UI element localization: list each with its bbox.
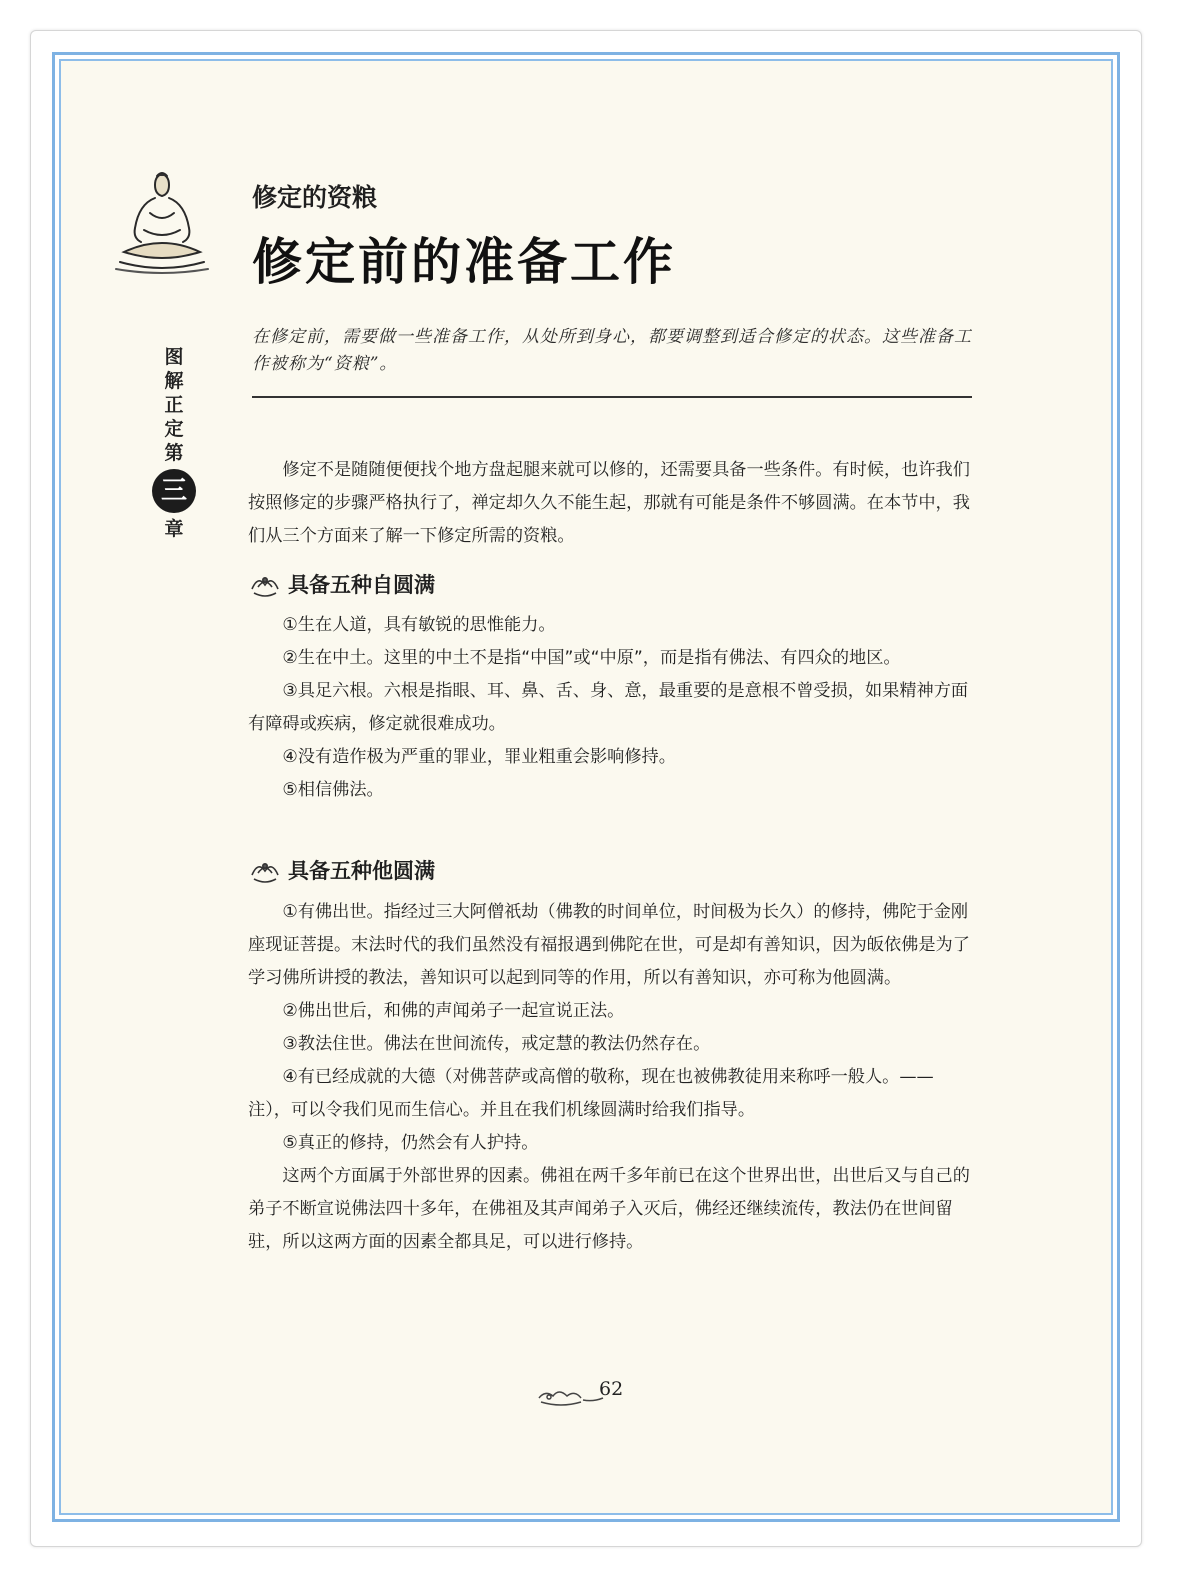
list-item: ⑤相信佛法。	[282, 780, 384, 800]
subheading-text: 具备五种自圆满	[288, 572, 435, 597]
side-char: 第	[164, 442, 184, 464]
page-title: 修定前的准备工作	[252, 232, 676, 291]
list-item: ①生在人道，具有敏锐的思惟能力。	[282, 615, 556, 635]
list-item: ④有已经成就的大德（对佛菩萨或高僧的敬称，现在也被佛教徒用来称呼一般人。——注），可以令我们见而生信心。并且在我们机缘圆满时给我们指导。	[248, 1067, 934, 1120]
lotus-icon	[248, 569, 282, 599]
side-char: 图	[164, 346, 184, 368]
page-footer	[537, 1376, 637, 1412]
cloud-ornament-icon	[537, 1382, 607, 1408]
side-char: 正	[164, 394, 184, 416]
opening-block	[248, 454, 972, 553]
side-char: 解	[164, 370, 184, 392]
closing-paragraph: 这两个方面属于外部世界的因素。佛祖在两千多年前已在这个世界出世，出世后又与自己的弟子不断宣说佛法四十多年，在佛祖及其声闻弟子入灭后，佛经还继续流传，教法仍在世间留驻，所以这两方面的因素全都具足，可以进行修持。	[248, 1166, 970, 1252]
chapter-side-title	[148, 345, 200, 541]
seated-buddha-illustration	[112, 168, 212, 276]
side-char: 章	[164, 518, 184, 540]
subheading-2	[248, 854, 435, 886]
divider	[252, 396, 972, 398]
intro-text: 在修定前，需要做一些准备工作，从处所到身心，都要调整到适合修定的状态。这些准备工作被称为“资粮”。	[252, 327, 972, 374]
list-item: ③教法住世。佛法在世间流传，戒定慧的教法仍然存在。	[282, 1034, 711, 1054]
list-item: ①有佛出世。指经过三大阿僧祇劫（佛教的时间单位，时间极为长久）的修持，佛陀于金刚座现证菩提。末法时代的我们虽然没有福报遇到佛陀在世，可是却有善知识，因为皈依佛是为了学习佛所讲授的教法，善知识可以起到同等的作用，所以有善知识，亦可称为他圆满。	[248, 902, 970, 988]
list-item: ②生在中土。这里的中土不是指“中国”或“中原”，而是指有佛法、有四众的地区。	[282, 648, 901, 668]
subheading-1	[248, 568, 435, 600]
list-item: ④没有造作极为严重的罪业，罪业粗重会影响修持。	[282, 747, 676, 767]
section1-body	[248, 609, 972, 807]
opening-paragraph: 修定不是随随便便找个地方盘起腿来就可以修的，还需要具备一些条件。有时候，也许我们按照修定的步骤严格执行了，禅定却久久不能生起，那就有可能是条件不够圆满。在本节中，我们从三个方面来了解一下修定所需的资粮。	[248, 460, 970, 546]
subheading-text: 具备五种他圆满	[288, 858, 435, 883]
list-item: ②佛出世后，和佛的声闻弟子一起宣说正法。	[282, 1001, 625, 1021]
page-number: 62	[599, 1378, 624, 1400]
list-item: ③具足六根。六根是指眼、耳、鼻、舌、身、意，最重要的是意根不曾受损，如果精神方面有障碍或疾病，修定就很难成功。	[248, 681, 969, 734]
lotus-icon	[248, 855, 282, 885]
chapter-number-badge: 三	[152, 469, 196, 513]
side-char: 定	[164, 418, 184, 440]
section2-body	[248, 896, 972, 1259]
section-label: 修定的资粮	[252, 183, 378, 212]
list-item: ⑤真正的修持，仍然会有人护持。	[282, 1133, 539, 1153]
